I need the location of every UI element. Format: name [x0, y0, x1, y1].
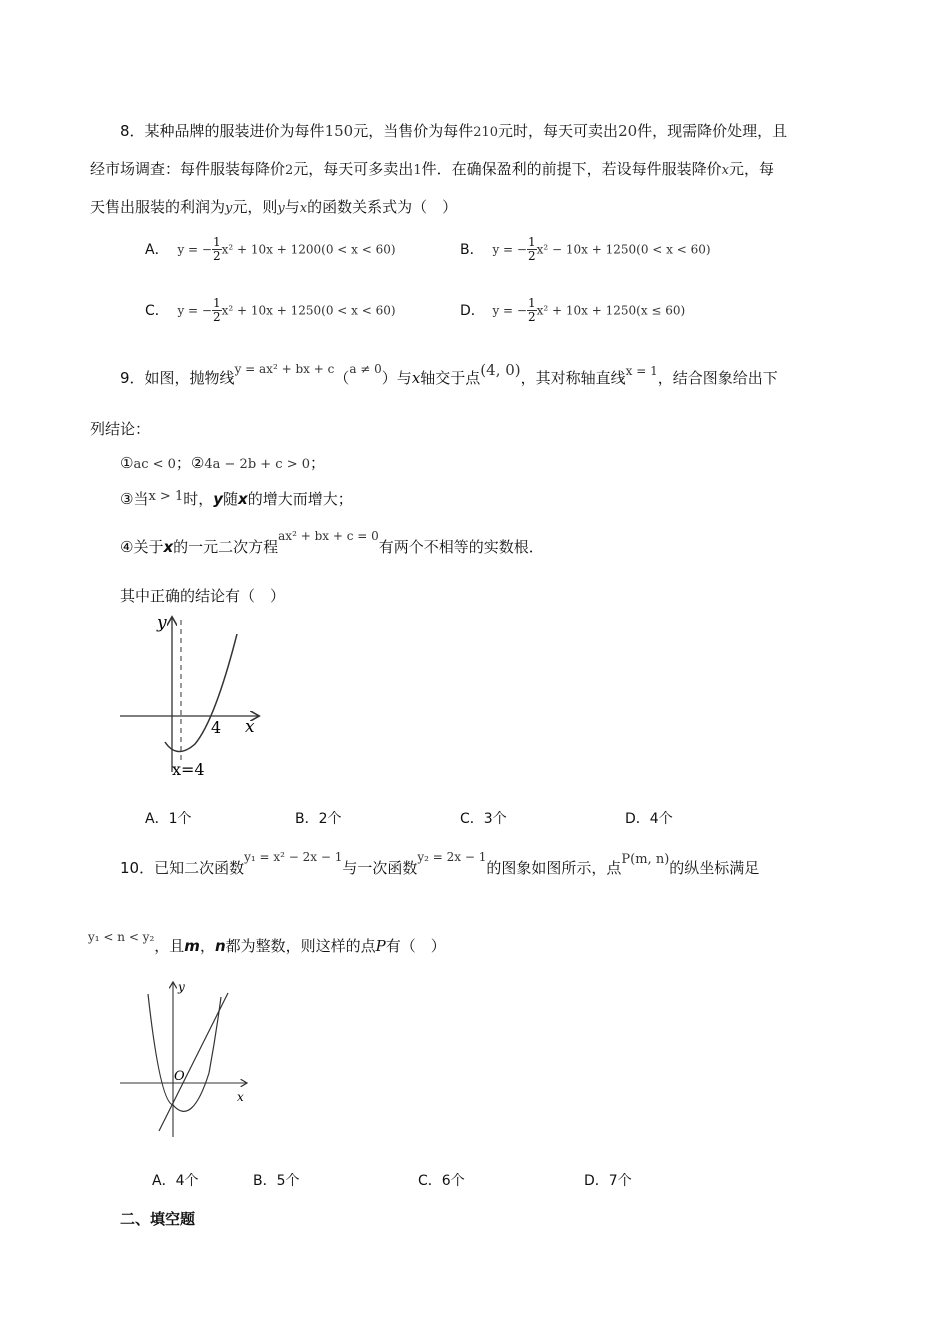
- q10-option-d[interactable]: D．7个: [584, 1173, 632, 1189]
- parabola-curve: [165, 634, 237, 752]
- q10-line-1: 10．已知二次函数$^{y_1 = x^2 - 2x - 1}$与一次函数$^{y_2 = 2x - 1}$的图象如图所示，点P(m, n)的纵坐标满足: [120, 850, 760, 877]
- parabola-y1: [148, 994, 221, 1111]
- fraction: $\frac{1}{2}$: [212, 235, 221, 263]
- x-axis-label: x: [237, 1090, 244, 1104]
- q9-question: 其中正确的结论有（ ）: [120, 587, 286, 605]
- q10-option-a[interactable]: A．4个: [152, 1173, 199, 1189]
- fraction: $\frac{1}{2}$: [212, 296, 221, 324]
- q9-option-a[interactable]: A．1个: [145, 811, 192, 827]
- q9-line-1: 9．如图，抛物线$^{y = ax^2 + bx + c}$（$^{a \ne 0}$）与x轴交于点(4, 0)，其对称轴直线$^{x = 1}$，结合图象给出下: [120, 361, 778, 387]
- q9-option-b[interactable]: B．2个: [295, 811, 342, 827]
- q9-option-c[interactable]: C．3个: [460, 811, 507, 827]
- y-axis-label: y: [157, 613, 167, 633]
- y-axis-label: y: [178, 980, 185, 994]
- q10-option-c[interactable]: C．6个: [418, 1173, 465, 1189]
- section-title: 二、填空题: [120, 1210, 196, 1228]
- fraction: $\frac{1}{2}$: [527, 296, 536, 324]
- q10-function-graph: [115, 977, 255, 1142]
- q9-parabola-graph: [115, 612, 265, 782]
- q8-line-1: 8．某种品牌的服装进价为每件150元，当售价为每件210元时，每天可卖出20件，现需降价处理，且: [120, 122, 788, 140]
- q8-option-b[interactable]: B． y = − $\frac{1}{2}$ x² − 10x + 1250(0 < x < 60): [460, 235, 711, 263]
- q8-option-d[interactable]: D． y = − $\frac{1}{2}$ x² + 10x + 1250(x ≤ 60): [460, 296, 686, 324]
- symmetry-axis-label: x=4: [172, 760, 205, 779]
- q8-option-c[interactable]: C． y = − $\frac{1}{2}$ x² + 10x + 1250(0 < x < 60): [145, 296, 396, 324]
- origin-label: O: [174, 1069, 185, 1084]
- x-axis-label: x: [245, 717, 255, 737]
- q8-line-2: 经市场调查：每件服装每降价2元，每天可多卖出1件．在确保盈利的前提下，若设每件服装降价x元，每: [90, 160, 774, 178]
- q8-option-a[interactable]: A． y = − $\frac{1}{2}$ x² + 10x + 1200(0 < x < 60): [145, 235, 396, 263]
- line-y2: [159, 993, 228, 1131]
- tick-label-4: 4: [211, 718, 222, 737]
- q9-conclusion-3: ③当x > 1时，y随x的增大而增大；: [120, 489, 353, 508]
- q9-conclusion-1-2: ①ac < 0；②4a − 2b + c > 0；: [120, 454, 326, 472]
- q10-option-b[interactable]: B．5个: [253, 1173, 300, 1189]
- q9-line-2: 列结论：: [90, 420, 151, 438]
- fraction: $\frac{1}{2}$: [527, 235, 536, 263]
- q9-conclusion-4: ④关于x的一元二次方程$^{ax^2 + bx + c = 0}$有两个不相等的实数根．: [120, 529, 544, 556]
- q10-line-2: $^{y_1 < n < y_2}$，且m，n都为整数，则这样的点P有（ ）: [88, 930, 446, 955]
- q9-option-d[interactable]: D．4个: [625, 811, 673, 827]
- q8-line-3: 天售出服装的利润为y元，则y与x的函数关系式为（ ）: [90, 198, 458, 216]
